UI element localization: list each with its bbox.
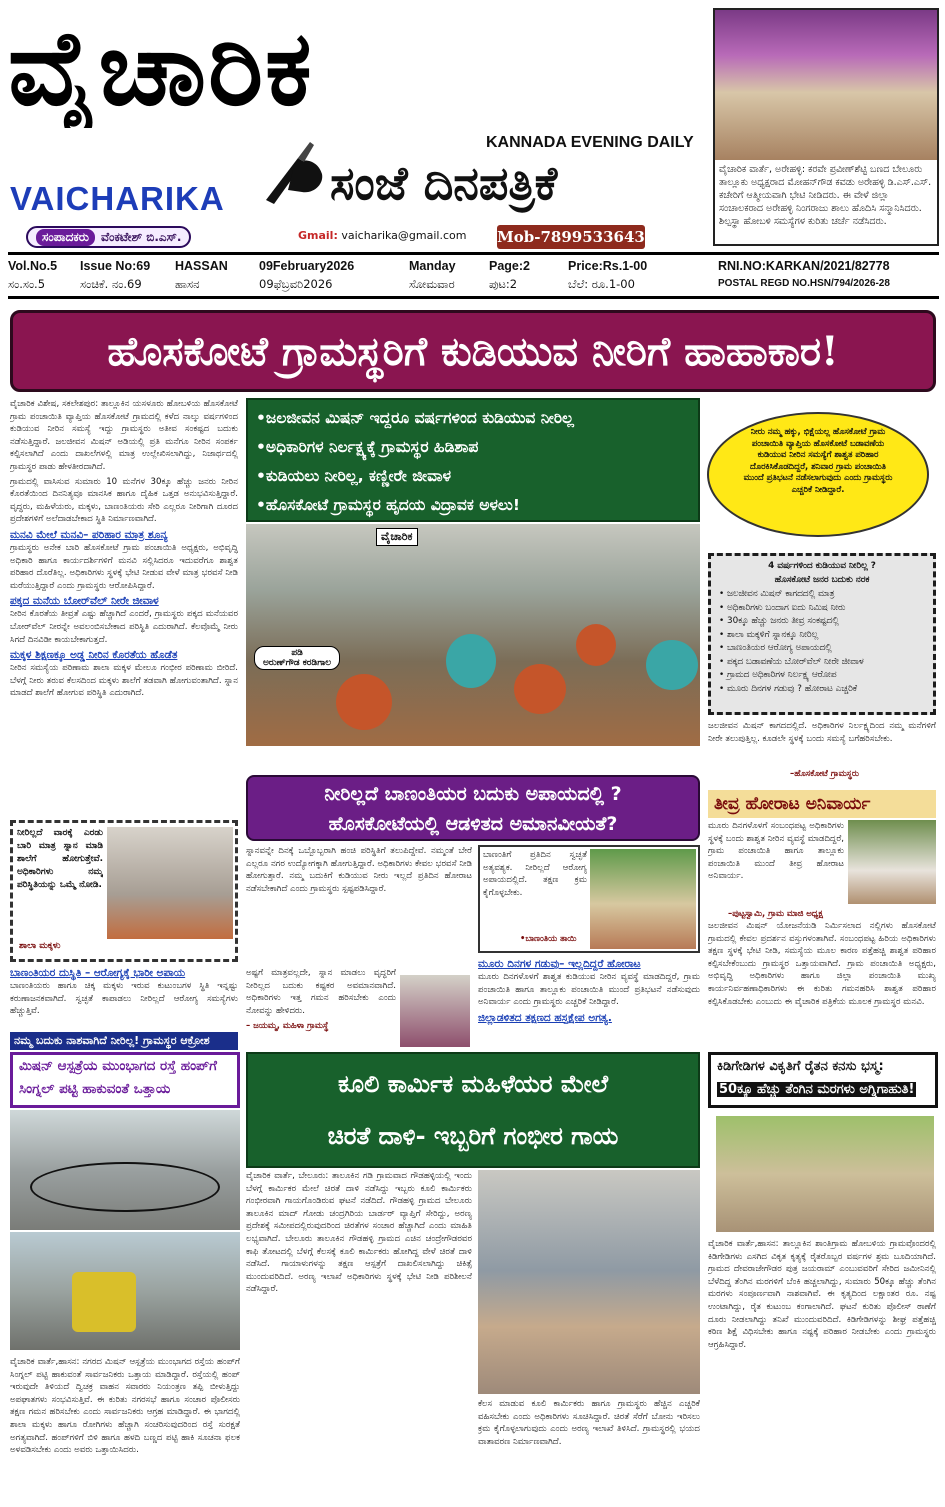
protest-headline: ತೀವ್ರ ಹೋರಾಟ ಅನಿವಾರ್ಯ xyxy=(708,790,936,818)
bullet-item: •ಅಧಿಕಾರಿಗಳ ನಿರ್ಲಕ್ಷ್ಯಕ್ಕೆ ಗ್ರಾಮಸ್ಥರ ಹಿಡಿಶಾಪ xyxy=(256,438,479,456)
elderly-signature: – ಜಯಮ್ಮ, ಮಹಿಳಾ ಗ್ರಾಮಸ್ಥೆ xyxy=(246,1020,329,1031)
paragraph: ಗ್ರಾಮದಲ್ಲಿ ವಾಸಿಸುವ ಸುಮಾರು 10 ಮನೆಗಳ 30ಕ್ಕೂ ಹೆಚ್ಚು ಜನರು ನೀರಿನ ಕೊರತೆಯಿಂದ ದಿನನಿತ್ಯವೂ ಮಾನಸಿಕ ಹಾಗೂ ದೈಹಿಕ ಒತ್ತಡ ಅನುಭವಿಸುತ್ತಿದ್ದಾರೆ. ವೃದ್ಧರು, ಮಹಿಳೆಯರು, ಮಕ್ಕಳು, ಬಾಣಂತಿಯರು ಸೇರಿ ಎಲ್ಲರೂ ನೀರಿಗಾಗಿ ದೂರದ ಪ್ರದೇಶಗಳಿಗೆ ಅಲೆದಾಡಬೇಕಾದ ಸ್ಥಿತಿ ನಿರ್ಮಾಣವಾಗಿದೆ. xyxy=(10,476,238,525)
mothers-headline-box xyxy=(246,775,700,841)
key-point: • 30ಕ್ಕೂ ಹೆಚ್ಚು ಜನರು ತೀವ್ರ ಸಂಕಷ್ಟದಲ್ಲಿ xyxy=(719,616,839,626)
children-photo-caption: ಶಾಲಾ ಮಕ್ಕಳು xyxy=(19,941,61,951)
mother-photo xyxy=(590,849,696,949)
leopard-headline-box xyxy=(246,1052,700,1168)
road-photo-1 xyxy=(10,1110,240,1230)
issue-number: Issue No:69 xyxy=(80,259,151,273)
main-headline: ಹೊಸಕೋಟೆ ಗ್ರಾಮಸ್ಥರಿಗೆ ಕುಡಿಯುವ ನೀರಿಗೆ ಹಾಹಾಕಾರ! xyxy=(10,310,936,392)
highlight-circle xyxy=(30,1162,220,1212)
editor-label: ಸಂಪಾದಕರು xyxy=(36,229,95,246)
tagline-english: KANNADA EVENING DAILY xyxy=(486,134,694,151)
coconut-headline-box xyxy=(708,1052,938,1108)
key-points-subheading: ಹೊಸಕೋಟೆ ಜನರ ಬದುಕು ನರಕ xyxy=(774,575,870,585)
issue-info-english xyxy=(8,259,708,273)
bullet-item: •ಕುಡಿಯಲು ನೀರಿಲ್ಲ, ಕಣ್ಣೀರೇ ಜೀವಾಳ xyxy=(256,467,451,485)
main-photo xyxy=(246,524,700,746)
editor-name: ವೆಂಕಟೇಶ್ ಬಿ.ಎಸ್. xyxy=(100,229,182,244)
gmail-label: Gmail: xyxy=(298,229,338,242)
day: Manday xyxy=(409,259,456,273)
hump-article: ವೈಚಾರಿಕ ವಾರ್ತೆ,ಹಾಸನ: ನಗರದ ಮಿಷನ್ ಆಸ್ಪತ್ರೆಯ ಮುಂಭಾಗದ ರಸ್ತೆಯ ಹಂಪ್‌ಗೆ ಸಿಂಗ್ನಲ್ ಪಟ್ಟಿ ಹಾಕುವಂತೆ ಸಾರ್ವಜನಿಕರು ಒತ್ತಾಯ ಮಾಡಿದ್ದಾರೆ. ರಸ್ತೆಯಲ್ಲಿ ಹಂಪ್ ಇರುವುದೇ ತಿಳಿಯದೆ ದ್ವಿಚಕ್ರ ವಾಹನ ಸವಾರರು ನಿಯಂತ್ರಣ ತಪ್ಪಿ ಬೀಳುತ್ತಿದ್ದು ಅಪಘಾತಗಳು ಸಂಭವಿಸುತ್ತಿವೆ. ಈ ಕುರಿತು ನಗರಸಭೆ ಹಾಗೂ ಸಂಚಾರ ಪೊಲೀಸರು ತಕ್ಷಣ ಗಮನ ಹರಿಸಬೇಕು ಎಂದು ಸಾರ್ವಜನಿಕರು ಆಗ್ರಹ ಮಾಡಿದ್ದಾರೆ. ಈ ಭಾಗದಲ್ಲಿ ಶಾಲಾ ಮಕ್ಕಳು ಹಾಗೂ ರೋಗಿಗಳು ಹೆಚ್ಚಾಗಿ ಸಂಚರಿಸುವುದರಿಂದ ರಸ್ತೆ ಸುರಕ್ಷತೆ ಅಗತ್ಯವಾಗಿದೆ. ಹಂಪ್‌ಗಳಿಗೆ ಬಿಳಿ ಹಾಗೂ ಹಳದಿ ಬಣ್ಣದ ಪಟ್ಟಿ ಹಾಕಿ ಸೂಚನಾ ಫಲಕ ಅಳವಡಿಸಬೇಕು ಎಂದು ಅವರು ಒತ್ತಾಯಿಸಿದರು. xyxy=(10,1357,240,1456)
editor-badge xyxy=(26,226,191,248)
children-photo-box xyxy=(10,820,238,962)
injured-worker-photo xyxy=(478,1170,700,1394)
elderly-quote xyxy=(246,967,396,1045)
villagers-quote: ಜಲಜೀವನ ಮಿಷನ್ ಕಾಗದದಲ್ಲಿದೆ. ಅಧಿಕಾರಿಗಳ ನಿರ್ಲಕ್ಷ್ಯದಿಂದ ನಮ್ಮ ಮನೆಗಳಿಗೆ ನೀರೇ ತಲುಪುತ್ತಿಲ್ಲ. ಕೂಡಲೇ ಸ್ಥಳಕ್ಕೆ ಬಂದು ಸಮಸ್ಯೆ ಬಗೆಹರಿಸಬೇಕು. xyxy=(708,721,936,744)
demand-oval-box: ನೀರು ನಮ್ಮ ಹಕ್ಕು, ಭಿಕ್ಷೆಯಲ್ಲ ಹೊಸಕೋಟೆ ಗ್ರಾಮ ಪಂಚಾಯಿತಿ ವ್ಯಾಪ್ತಿಯ ಹೊಸಕೋಟೆ ಬಡಾವಣೆಯ ಕುಡಿಯುವ ನೀರಿನ ಸಮಸ್ಯೆಗೆ ಶಾಶ್ವತ ಪರಿಹಾರ ದೊರಕಿಸಿಕೊಡದಿದ್ದರೆ, ಶನಿವಾರ ಗ್ರಾಮ ಪಂಚಾಯಿತಿ ಮುಂದೆ ಪ್ರತಿಭಟನೆ ನಡೆಸಲಾಗುವುದು ಎಂದು ಗ್ರಾಮಸ್ಥರು ಎಚ್ಚರಿಕೆ ನೀಡಿದ್ದಾರೆ. xyxy=(707,412,929,537)
photo-credit-prefix: ಪಡಿ xyxy=(291,648,303,658)
key-point: • ಪಕ್ಕದ ಬಡಾವಣೆಯ ಬೋರ್‌ವೆಲ್ ನೀರೇ ಜೀವಾಳ xyxy=(719,656,864,667)
photo-credit-name: ಅರುಣ್‌ಗೌಡ ಕರಡಿಗಾಲ xyxy=(263,658,332,668)
price: Price:Rs.1-00 xyxy=(568,259,648,273)
auto-rickshaw xyxy=(72,1272,136,1332)
brand-english: VAICHARIKA xyxy=(10,180,225,217)
email-address[interactable]: vaicharika@gmail.com xyxy=(341,229,467,242)
pen-hand-icon xyxy=(258,138,328,208)
subheading: ಮಕ್ಕಳ ಶಿಕ್ಷಣಕ್ಕೂ ಅಡ್ಡ ನೀರಿನ ಕೊರತೆಯ ಹೊಡೆತ xyxy=(10,649,178,662)
leopard-article: ವೈಚಾರಿಕ ವಾರ್ತೆ, ಬೇಲೂರು: ತಾಲೂಕಿನ ಗಡಿ ಗ್ರಾಮವಾದ ಗೌಡಹಳ್ಳಿಯಲ್ಲಿ ಇಂದು ಬೆಳಗ್ಗೆ ಕಾರ್ಮಿಕರ ಮೇಲೆ ಚಿರತೆ ದಾಳಿ ನಡೆಸಿದ್ದು ಇಬ್ಬರು ಕೂಲಿ ಕಾರ್ಮಿಕರು ಗಂಭೀರವಾಗಿ ಗಾಯಗೊಂಡಿರುವ ಘಟನೆ ನಡೆದಿದೆ. ಗೌಡಹಳ್ಳಿ ಗ್ರಾಮದ ಬೇಲೂರು ತಾಲೂಕಿನ ಮಾದ್ ಗೋಡು ಚಂದ್ರಗಿರಿಯ ಬಾರ್ಡರ್ ವ್ಯಾಪ್ತಿಗೆ ಸೇರಿದ್ದು, ಅರಣ್ಯ ಪ್ರದೇಶಕ್ಕೆ ಸಮೀಪದಲ್ಲಿರುವುದರಿಂದ ಚಿರತೆಗಳ ಸಂಚಾರ ಹೆಚ್ಚಾಗಿದೆ ಎಂದು ಮಾಹಿತಿ ಲಭ್ಯವಾಗಿದೆ. ಬೇಲೂರು ತಾಲೂಕಿನ ಗೌಡಹಳ್ಳಿ ಗ್ರಾಮದ ಎಚಿನ ಚಂದ್ರೇಗೌಡರವರ ಕಾಫಿ ತೋಟದಲ್ಲಿ ಬೆಳಗ್ಗೆ ಕೆಲಸಕ್ಕೆ ಕೂಲಿ ಕಾರ್ಮಿಕರು ಹೋಗಿದ್ದ ವೇಳೆ ಚಿರತೆ ದಾಳಿ ನಡೆಸಿದೆ. ಗಾಯಾಳುಗಳನ್ನು ತಕ್ಷಣ ಆಸ್ಪತ್ರೆಗೆ ದಾಖಲಿಸಲಾಗಿದ್ದು ಚಿಕಿತ್ಸೆ ಮುಂದುವರಿದಿದೆ. ಅರಣ್ಯ ಇಲಾಖೆ ಅಧಿಕಾರಿಗಳು ಸ್ಥಳಕ್ಕೆ ಭೇಟಿ ನೀಡಿ ಪರಿಶೀಲನೆ ನಡೆಸಿದ್ದಾರೆ. xyxy=(246,1171,472,1295)
volume-kn: ಸಂ.ಸಂ.5 xyxy=(8,277,46,291)
issue-number-kn: ಸಂಚಿಕೆ. ನಂ.69 xyxy=(80,277,142,291)
left-column-article xyxy=(10,398,238,820)
top-photo-image xyxy=(715,10,937,160)
place: HASSAN xyxy=(175,259,228,273)
villagers-signature: –ಹೊಸಕೋಟೆ ಗ್ರಾಮಸ್ಥರು xyxy=(790,768,859,778)
date: 09February2026 xyxy=(259,259,355,273)
place-kn: ಹಾಸನ xyxy=(175,277,200,291)
paragraph: ವೈಚಾರಿಕ ವಿಶೇಷ, ಸಕಲೇಶಪುರ: ತಾಲ್ಲೂಕಿನ ಯಸಳೂರು ಹೋಬಳಿಯ ಹೊಸಕೋಟೆ ಗ್ರಾಮ ಪಂಚಾಯಿತಿ ವ್ಯಾಪ್ತಿಯ ಹೊಸಕೋಟೆ ಗ್ರಾಮದಲ್ಲಿ ಕಳೆದ ನಾಲ್ಕು ವರ್ಷಗಳಿಂದ ಕುಡಿಯುವ ನೀರಿನ ಸಮಸ್ಯೆ ಇದ್ದು ಗ್ರಾಮಸ್ಥರು ಅತೀವ ಸಂಕಷ್ಟದ ಬದುಕು ನಡೆಸುತ್ತಿದ್ದಾರೆ. ಜಲಜೀವನ ಮಿಷನ್ ಅಡಿಯಲ್ಲಿ ಪ್ರತಿ ಮನೆಗೂ ನೀರಿನ ಸಂಪರ್ಕ ಕಲ್ಪಿಸಲಾಗಿದೆ ಎಂದು ದಾಖಲೆಗಳಲ್ಲಿ ಮಾತ್ರ ಉಲ್ಲೇಖಿಸಲಾಗಿದ್ದು, ನಿಜಾರ್ಥದಲ್ಲಿ ಗ್ರಾಮಸ್ಥರ ಪಾಡು ಹೇಳತೀರದಾಗಿದೆ. xyxy=(10,399,238,472)
water-pot xyxy=(576,624,616,666)
bullet-item: •ಹೊಸಕೋಟೆ ಗ್ರಾಮಸ್ಥರ ಹೃದಯ ವಿದ್ರಾವಕ ಅಳಲು! xyxy=(256,496,520,514)
left-footer-bar: ನಮ್ಮ ಬದುಕು ನಾಶವಾಗಿದೆ ನೀರಿಲ್ಲ! ಗ್ರಾಮಸ್ಥರ ಆಕ್ರೋಶ xyxy=(10,1032,238,1050)
mother-quote: ಬಾಣಂತಿಗೆ ಪ್ರತಿದಿನ ಸ್ವಚ್ಛತೆ ಅತ್ಯವಶ್ಯಕ. ನೀರಿಲ್ಲದೆ ಆರೋಗ್ಯ ಅಪಾಯದಲ್ಲಿದೆ. ತಕ್ಷಣ ಕ್ರಮ ಕೈಗೊಳ್ಳಬೇಕು. xyxy=(483,850,587,898)
coconut-article: ವೈಚಾರಿಕ ವಾರ್ತೆ,ಹಾಸನ: ತಾಲ್ಲೂಕಿನ ಶಾಂತಿಗ್ರಾಮ ಹೋಬಳಿಯ ಗ್ರಾಮವೊಂದರಲ್ಲಿ ಕಿಡಿಗೇಡಿಗಳು ಎಸಗಿದ ವಿಕೃತ ಕೃತ್ಯಕ್ಕೆ ರೈತರೊಬ್ಬರ ವರ್ಷಗಳ ಶ್ರಮ ಬೂದಿಯಾಗಿದೆ. ಗ್ರಾಮದ ದೇವರಾಜೇಗೌಡರ ಪುತ್ರ ಜಯರಾಮ್ ಎಂಬುವವರಿಗೆ ಸೇರಿದ ಜಮೀನಿನಲ್ಲಿ ಬೆಳೆದಿದ್ದ ತೆಂಗಿನ ಮರಗಳಿಗೆ ಬೆಂಕಿ ಹಚ್ಚಲಾಗಿದ್ದು, ಸುಮಾರು 50ಕ್ಕೂ ಹೆಚ್ಚು ತೆಂಗಿನ ಮರಗಳು ಸಂಪೂರ್ಣವಾಗಿ ನಾಶವಾಗಿವೆ. ಈ ಕೃತ್ಯದಿಂದ ಲಕ್ಷಾಂತರ ರೂ. ನಷ್ಟ ಉಂಟಾಗಿದ್ದು, ರೈತ ಕುಟುಂಬ ಕಂಗಾಲಾಗಿದೆ. ಘಟನೆ ಕುರಿತು ಪೊಲೀಸ್ ಠಾಣೆಗೆ ದೂರು ನೀಡಲಾಗಿದ್ದು ತನಿಖೆ ಮುಂದುವರಿದಿದೆ. ಕಿಡಿಗೇಡಿಗಳನ್ನು ಶೀಘ್ರ ಪತ್ತೆಹಚ್ಚಿ ಕಠಿಣ ಶಿಕ್ಷೆ ವಿಧಿಸಬೇಕು ಹಾಗೂ ನಷ್ಟಕ್ಕೆ ಪರಿಹಾರ ನೀಡಬೇಕು ಎಂದು ಗ್ರಾಮಸ್ಥರು ಆಗ್ರಹಿಸಿದ್ದಾರೆ. xyxy=(708,1239,936,1350)
key-points-box xyxy=(708,553,936,715)
water-pot xyxy=(514,664,566,714)
woman-photo xyxy=(400,975,470,1047)
protest-text: ಮೂರು ದಿನಗಳೊಳಗೆ ಸಂಬಂಧಪಟ್ಟ ಅಧಿಕಾರಿಗಳು ಸ್ಥಳಕ್ಕೆ ಬಂದು ಶಾಶ್ವತ ನೀರಿನ ವ್ಯವಸ್ಥೆ ಮಾಡದಿದ್ದರೆ, ಗ್ರಾಮ ಪಂಚಾಯಿತಿ ಹಾಗೂ ತಾಲ್ಲೂಕು ಪಂಚಾಯಿತಿ ಮುಂದೆ ತೀವ್ರ ಹೋರಾಟ ಅನಿವಾರ್ಯ. xyxy=(708,821,844,882)
photo-watermark: ವೈಚಾರಿಕ xyxy=(376,528,418,546)
postal-number: POSTAL REGD NO.HSN/794/2026-28 xyxy=(718,278,890,289)
key-point: • ಶಾಲಾ ಮಕ್ಕಳಿಗೆ ಸ್ನಾನಕ್ಕೂ ನೀರಿಲ್ಲ xyxy=(719,629,819,640)
subheading: ಜಿಲ್ಲಾಡಳಿತದ ತಕ್ಷಣದ ಹಸ್ತಕ್ಷೇಪ ಅಗತ್ಯ. xyxy=(478,1011,612,1024)
key-point: • ಜಲಜೀವನ ಮಿಷನ್ ಕಾಗದದಲ್ಲಿ ಮಾತ್ರ xyxy=(719,589,835,599)
hump-headline-box xyxy=(10,1052,240,1108)
photo-credit xyxy=(254,646,340,670)
divider xyxy=(8,252,939,255)
day-kn: ಸೋಮವಾರ xyxy=(409,277,455,291)
children-photo xyxy=(107,827,233,939)
mother-signature: •ಬಾಣಂತಿಯ ತಾಯಿ xyxy=(520,933,577,943)
email-line xyxy=(298,229,466,242)
paragraph: ಅಷ್ಟಗೆ ಮಾತ್ರವಲ್ಲದೇ, ಸ್ನಾನ ಮಾಡಲು ವೃದ್ಧರಿಗೆ ನೀರಿಲ್ಲದ ಬದುಕು ಕಷ್ಟಕರ ಅವಮಾನವಾಗಿದೆ. ಅಧಿಕಾರಿಗಳು ಇತ್ತ ಗಮನ ಹರಿಸಬೇಕು ಎಂದು ನೋವನ್ನು ಹೇಳಿದರು. xyxy=(246,968,396,1016)
key-points-heading: 4 ವರ್ಷಗಳಿಂದ ಕುಡಿಯುವ ನೀರಿಲ್ಲ ? xyxy=(768,561,876,571)
protest-appeal: ಜಲಜೀವನ ಮಿಷನ್ ಯೋಜನೆಯಡಿ ನಿರ್ಮಿಸಲಾದ ನಲ್ಲಿಗಳು ಹೊಸಕೋಟೆ ಗ್ರಾಮದಲ್ಲಿ ಕೇವಲ ಪ್ರದರ್ಶನ ವಸ್ತುಗಳಂತಾಗಿವೆ. ಸಂಬಂಧಪಟ್ಟ ಹಿರಿಯ ಅಧಿಕಾರಿಗಳು ತಕ್ಷಣ ಸ್ಥಳಕ್ಕೆ ಭೇಟಿ ನೀಡಿ, ಸಮಸ್ಯೆಯ ಮೂಲ ಕಾರಣ ಪತ್ತೆಹಚ್ಚಿ ಶಾಶ್ವತ ಪರಿಹಾರ ಕಲ್ಪಿಸಬೇಕೆಂಬುದು ಗ್ರಾಮಸ್ಥರ ಒತ್ತಾಯವಾಗಿದೆ. ಗ್ರಾಮ ಪಂಚಾಯಿತಿ ಅಧ್ಯಕ್ಷರು, ಅಭಿವೃದ್ಧಿ ಅಧಿಕಾರಿಗಳು ಹಾಗೂ ಜಿಲ್ಲಾ ಪಂಚಾಯಿತಿ ಮುಖ್ಯ ಕಾರ್ಯನಿರ್ವಹಣಾಧಿಕಾರಿಗಳು ಈ ಕುರಿತು ಗಮನಹರಿಸಿ ಶಾಶ್ವತ ಪರಿಹಾರ ಕಲ್ಪಿಸಿಕೊಡಬೇಕು ಎಂಬುದು ಈ ವೈಚಾರಿಕ ಪತ್ರಿಕೆಯ ಮೂಲಕ ಗ್ರಾಮಸ್ಥರ ಮನವಿ. xyxy=(708,921,936,1007)
leader-photo xyxy=(848,820,936,904)
children-quote: ನೀರಿಲ್ಲದೆ ವಾರಕ್ಕೆ ಎರಡು ಬಾರಿ ಮಾತ್ರ ಸ್ನಾನ ಮಾಡಿ ಶಾಲೆಗೆ ಹೋಗುತ್ತೇವೆ. ಅಧಿಕಾರಿಗಳು ನಮ್ಮ ಪರಿಸ್ಥಿತಿಯನ್ನು ಒಮ್ಮೆ ನೋಡಿ. xyxy=(17,828,103,890)
bullet-highlights-box xyxy=(246,398,700,522)
water-pot xyxy=(646,640,698,690)
mobile-number[interactable]: Mob-7899533643 xyxy=(497,225,645,249)
key-point: • ಬಾಣಂತಿಯರ ಆರೋಗ್ಯ ಅಪಾಯದಲ್ಲಿ xyxy=(719,643,832,653)
paragraph: ಗ್ರಾಮಸ್ಥರು ಅನೇಕ ಬಾರಿ ಹೊಸಕೋಟೆ ಗ್ರಾಮ ಪಂಚಾಯಿತಿ ಅಧ್ಯಕ್ಷರು, ಅಭಿವೃದ್ಧಿ ಅಧಿಕಾರಿ ಹಾಗೂ ಕಾರ್ಯದರ್ಶಿಗಳಿಗೆ ಮನವಿ ಸಲ್ಲಿಸಿದರೂ ಇದುವರೆಗೂ ಶಾಶ್ವತ ಪರಿಹಾರ ದೊರೆತಿಲ್ಲ. ಅಧಿಕಾರಿಗಳು ಸ್ಥಳಕ್ಕೆ ಭೇಟಿ ನೀಡುವ ವೇಳೆ ಮಾತ್ರ ಭರವಸೆ ನೀಡಿ ಮರೆಯುತ್ತಿದ್ದಾರೆ ಎಂದು ಗ್ರಾಮಸ್ಥರು ಆರೋಪಿಸಿದ್ದಾರೆ. xyxy=(10,542,238,591)
farmer-photo xyxy=(716,1116,934,1232)
tagline-kannada: ಸಂಜೆ ದಿನಪತ್ರಿಕೆ xyxy=(330,156,558,210)
key-point: • ಗ್ರಾಮದ ಅಧಿಕಾರಿಗಳ ನಿರ್ಲಕ್ಷ್ಯ ಆರೋಪ xyxy=(719,670,837,680)
left-column-article-2 xyxy=(10,966,238,1036)
headline-line: ಸಿಂಗ್ನಲ್ ಪಟ್ಟಿ ಹಾಕುವಂತೆ ಒತ್ತಾಯ xyxy=(19,1081,171,1097)
headline-line: ಹೊಸಕೋಟೆಯಲ್ಲಿ ಆಡಳಿತದ ಅಮಾನವೀಯತೆ? xyxy=(328,813,618,835)
price-kn: ಬೆಲೆ: ರೂ.1-00 xyxy=(568,277,635,291)
bullet-item: •ಜಲಜೀವನ ಮಿಷನ್ ಇದ್ದರೂ ವರ್ಷಗಳಿಂದ ಕುಡಿಯುವ ನೀರಿಲ್ಲ xyxy=(256,409,574,427)
leopard-advisory: ಕೆಲಸ ಮಾಡುವ ಕೂಲಿ ಕಾರ್ಮಿಕರು ಹಾಗೂ ಗ್ರಾಮಸ್ಥರು ಹೆಚ್ಚಿನ ಎಚ್ಚರಿಕೆ ವಹಿಸಬೇಕು ಎಂದು ಅಧಿಕಾರಿಗಳು ಸೂಚಿಸಿದ್ದಾರೆ. ಚಿರತೆ ಸೆರೆಗೆ ಬೋನು ಇರಿಸಲು ಕ್ರಮ ಕೈಗೊಳ್ಳಲಾಗುವುದು ಎಂದು ಅರಣ್ಯ ಇಲಾಖೆ ತಿಳಿಸಿದೆ. ಗ್ರಾಮಸ್ಥರಲ್ಲಿ ಭಯದ ವಾತಾವರಣ ನಿರ್ಮಾಣವಾಗಿದೆ. xyxy=(478,1399,700,1447)
key-point: • ಅಧಿಕಾರಿಗಳು ಬಂದಾಗ ಐದು ನಿಮಿಷ ನೀರು xyxy=(719,602,846,613)
headline-line: ಕಿಡಿಗೇಡಿಗಳ ವಿಕೃತಿಗೆ ರೈತನ ಕನಸು ಭಸ್ಮ: xyxy=(717,1059,884,1074)
page-number: Page:2 xyxy=(489,259,530,273)
volume: Vol.No.5 xyxy=(8,259,58,273)
paragraph: ನೀರಿನ ಕೊರತೆಯ ತೀವ್ರತೆ ಎಷ್ಟು ಹೆಚ್ಚಾಗಿದೆ ಎಂದರೆ, ಗ್ರಾಮಸ್ಥರು ಪಕ್ಕದ ಮನೆಯವರ ಬೋರ್‌ವೆಲ್ ನೀರನ್ನೇ ಅವಲಂಬಿಸಬೇಕಾದ ಪರಿಸ್ಥಿತಿ ಎದುರಾಗಿದೆ. ಕೆಲವೊಮ್ಮೆ ನೀರು ಸಿಗದೆ ದಿನವಿಡೀ ಕಾಯಬೇಕಾಗುತ್ತದೆ. xyxy=(10,609,238,645)
water-pot xyxy=(446,634,496,688)
headline-line: ಮಿಷನ್ ಆಸ್ಪತ್ರೆಯ ಮುಂಭಾಗದ ರಸ್ತೆ ಹಂಪ್‌ಗೆ xyxy=(19,1058,217,1074)
subheading: ಬಾಣಂತಿಯರ ದುಸ್ಥಿತಿ – ಆರೋಗ್ಯಕ್ಕೆ ಭಾರೀ ಅಪಾಯ xyxy=(10,967,186,979)
headline-line: ಕೂಲಿ ಕಾರ್ಮಿಕ ಮಹಿಳೆಯರ ಮೇಲೆ xyxy=(337,1069,609,1098)
subheading: ಮನವಿ ಮೇಲೆ ಮನವಿ– ಪರಿಹಾರ ಮಾತ್ರ ಶೂನ್ಯ xyxy=(10,528,168,541)
mother-quote-box xyxy=(478,845,700,953)
headline-line: ನೀರಿಲ್ಲದೆ ಬಾಣಂತಿಯರ ಬದುಕು ಅಪಾಯದಲ್ಲಿ ? xyxy=(324,783,622,805)
protest-signature: –ಪುಟ್ಟಸ್ವಾಮಿ, ಗ್ರಾಮ ಮಾಜಿ ಅಧ್ಯಕ್ಷ xyxy=(728,908,823,918)
headline-line: ಚಿರತೆ ದಾಳಿ- ಇಬ್ಬರಿಗೆ ಗಂಭೀರ ಗಾಯ xyxy=(327,1121,619,1150)
paragraph: ಮೂರು ದಿನಗಳೊಳಗೆ ಶಾಶ್ವತ ಕುಡಿಯುವ ನೀರಿನ ವ್ಯವಸ್ಥೆ ಮಾಡದಿದ್ದರೆ, ಗ್ರಾಮ ಪಂಚಾಯಿತಿ ಹಾಗೂ ತಾಲ್ಲೂಕು ಪಂಚಾಯಿತಿ ಮುಂದೆ ಪ್ರತಿಭಟನೆ ನಡೆಸುವುದು ಅನಿವಾರ್ಯ ಎಂದು ಗ್ರಾಮಸ್ಥರು ಎಚ್ಚರಿಕೆ ನೀಡಿದ್ದಾರೆ. xyxy=(478,972,700,1008)
road-photo-2 xyxy=(10,1232,240,1350)
center-article: ಸ್ನಾನವನ್ನೇ ದಿನಕ್ಕೆ ಒಬ್ಬೊಬ್ಬರಾಗಿ ಹಂಚಿ ಪರಿಸ್ಥಿತಿಗೆ ತಲುಪಿದ್ದೇವೆ. ನಮ್ಮಂತೆ ಬೇರೆ ಎಲ್ಲರೂ ನಗರ ಉದ್ಯೋಗಕ್ಕಾಗಿ ಹೋಗುತ್ತಿದ್ದಾರೆ. ಅಧಿಕಾರಿಗಳು ಕೇವಲ ಭರವಸೆ ನೀಡಿ ಹೋಗುತ್ತಾರೆ. ನಮ್ಮ ಬದುಕಿಗೆ ಕುಡಿಯುವ ನೀರು ಇಲ್ಲದೆ ಪ್ರತಿದಿನ ಹೋರಾಟ ನಡೆಸಬೇಕಾಗಿದೆ ಎಂದು ಗ್ರಾಮಸ್ಥರು ಸ್ಪಷ್ಟಪಡಿಸಿದ್ದಾರೆ. xyxy=(246,846,472,894)
page-number-kn: ಪುಟ:2 xyxy=(489,277,518,291)
deadline-article xyxy=(478,957,700,1047)
key-point: • ಮೂರು ದಿನಗಳ ಗಡುವು ? ಹೋರಾಟ ಎಚ್ಚರಿಕೆ xyxy=(719,683,858,694)
water-pot xyxy=(336,674,392,730)
paragraph: ನೀರಿನ ಸಮಸ್ಯೆಯ ಪರಿಣಾಮ ಶಾಲಾ ಮಕ್ಕಳ ಮೇಲೂ ಗಂಭೀರ ಪರಿಣಾಮ ಬೀರಿದೆ. ಬೆಳಗ್ಗೆ ನೀರು ತರುವ ಕೆಲಸದಿಂದ ಮಕ್ಕಳು ಶಾಲೆಗೆ ತಡವಾಗಿ ಹೋಗುವಂತಾಗಿದೆ. ಸ್ನಾನ ಮಾಡದೆ ಶಾಲೆಗೆ ಹೋಗುವ ಪರಿಸ್ಥಿತಿ ಎದುರಾಗಿದೆ. xyxy=(10,663,238,699)
subheading: ಪಕ್ಕದ ಮನೆಯ ಬೋರ್‌ವೆಲ್ ನೀರೇ ಜೀವಾಳ xyxy=(10,595,159,608)
masthead-title: ವೈಚಾರಿಕ xyxy=(8,8,314,128)
issue-info-kannada xyxy=(8,277,708,292)
paragraph: ಬಾಣಂತಿಯರು ಹಾಗೂ ಚಿಕ್ಕ ಮಕ್ಕಳು ಇರುವ ಕುಟುಂಬಗಳ ಸ್ಥಿತಿ ಇನ್ನಷ್ಟು ಕರುಣಾಜನಕವಾಗಿದೆ. ಸ್ವಚ್ಛತೆ ಕಾಪಾಡಲು ನೀರಿಲ್ಲದೆ ಆರೋಗ್ಯ ಸಮಸ್ಯೆಗಳು ಹೆಚ್ಚುತ್ತಿವೆ. xyxy=(10,981,238,1017)
subheading: ಮೂರು ದಿನಗಳ ಗಡುವು– ಇಲ್ಲದಿದ್ದರೆ ಹೋರಾಟ xyxy=(478,958,641,970)
top-photo-box xyxy=(713,8,939,246)
divider xyxy=(8,296,939,299)
date-kn: 09ಫೆಬ್ರವರಿ2026 xyxy=(259,277,333,291)
top-photo-caption: ವೈಚಾರಿಕ ವಾರ್ತೆ, ಅರೇಹಳ್ಳಿ: ಕರವೇ ಪ್ರವೀಣ್‌ಶೆಟ್ಟಿ ಬಣದ ಬೇಲೂರು ತಾಲ್ಲೂಕು ಅಧ್ಯಕ್ಷರಾದ ಮೋಹನ್‌ಗೌಡ ಕವಡು ಅರೇಹಳ್ಳಿ ಡಿ.ಎಸ್.ಎಸ್. ಕಚೇರಿಗೆ ಆತ್ಮೀಯವಾಗಿ ಭೇಟಿ ನೀಡಿದರು. ಈ ವೇಳೆ ಜಿಲ್ಲಾ ಸಂಚಾಲಕರಾದ ಅರೇಹಳ್ಳಿ ನಿಂಗರಾಜು ಶಾಲು ಹೊದಿಸಿ ಸನ್ಮಾನಿಸಿದರು. ಶಿಲ್ಪಸ್ಥಾ ಹೋಬಳಿ ಸಮಸ್ಯೆಗಳ ಕುರಿತು ಚರ್ಚೆ ನಡೆಸಿದರು. xyxy=(719,164,932,227)
rni-number: RNI.NO:KARKAN/2021/82778 xyxy=(718,259,890,273)
headline-line: 50ಕ್ಕೂ ಹೆಚ್ಚು ತೆಂಗಿನ ಮರಗಳು ಅಗ್ನಿಗಾಹುತಿ! xyxy=(719,1082,915,1097)
